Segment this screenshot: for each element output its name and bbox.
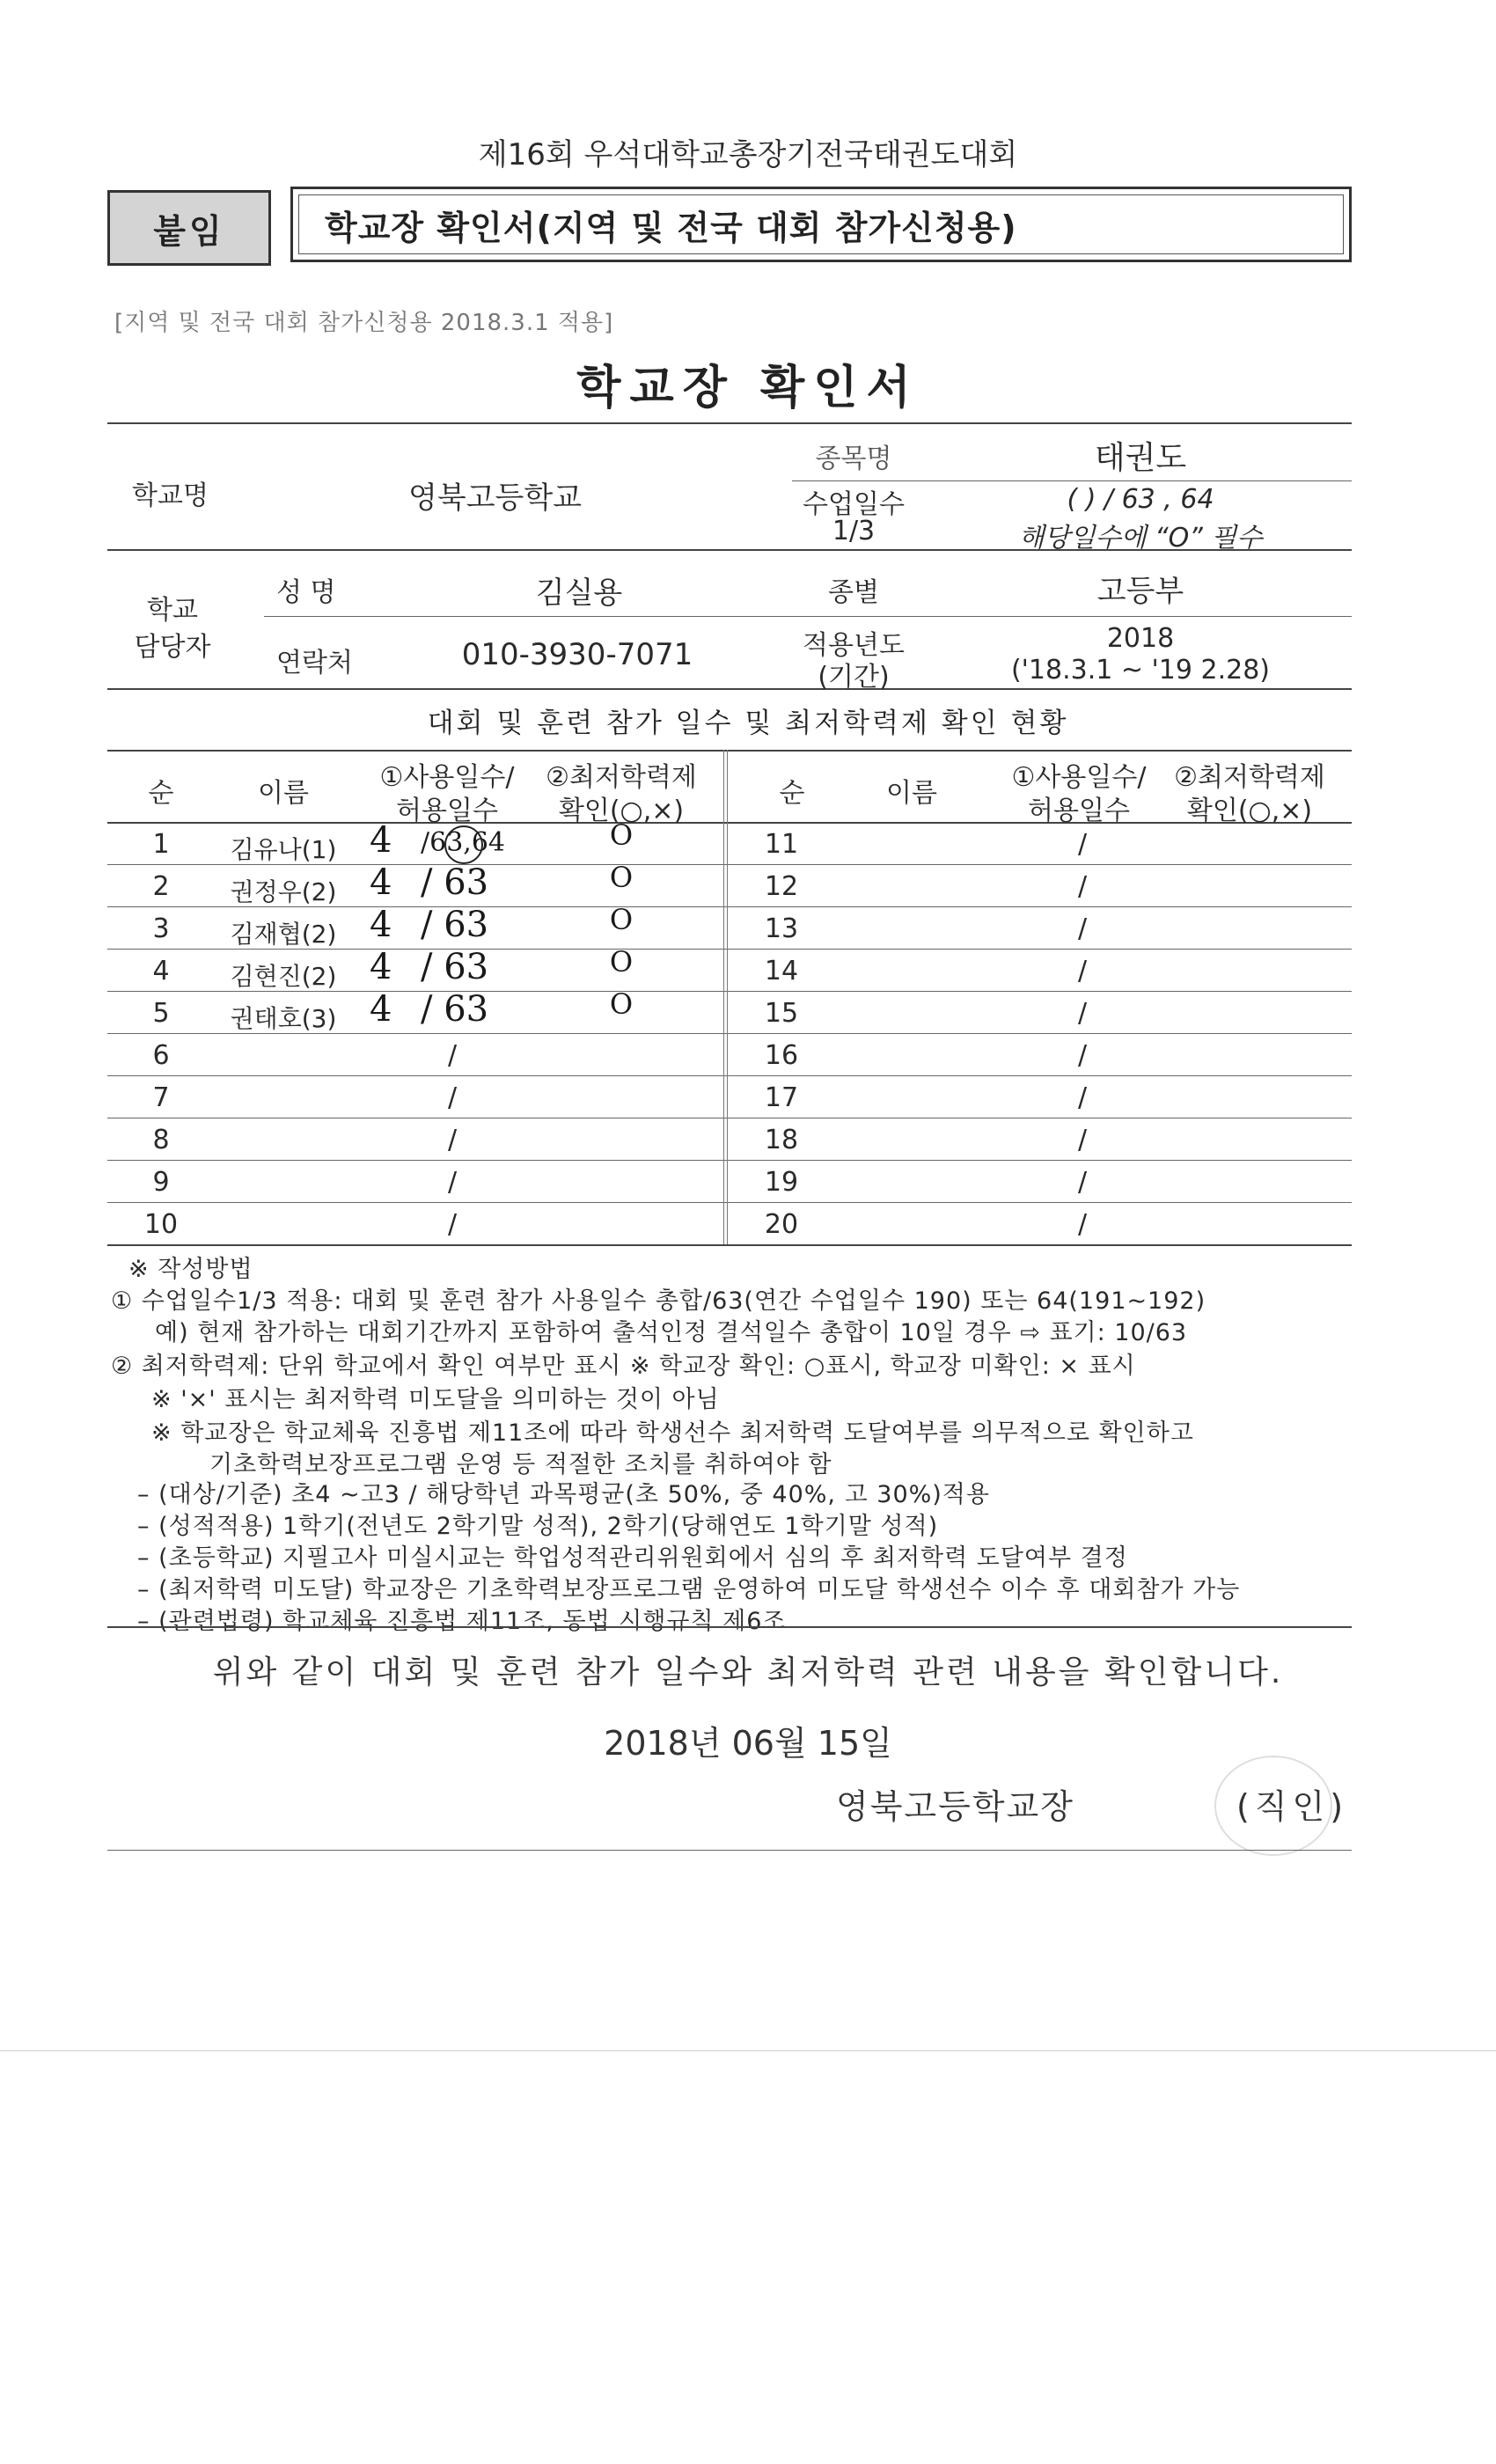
table-bottom-rule (107, 1244, 1352, 1246)
allowed-days: / 63 (421, 989, 489, 1030)
row-number-right: 14 (764, 956, 799, 986)
signature-rule (107, 1850, 1352, 1851)
min-achievement-check: O (609, 861, 634, 894)
note-1a: ① 수업일수1/3 적용: 대회 및 훈련 참가 사용일수 총합/63(연간 수업일수 190) 또는 64(191~192) (111, 1287, 1206, 1315)
min-achievement-check: O (609, 945, 634, 979)
form-reference: [지역 및 전국 대회 참가신청용 2018.3.1 적용] (114, 310, 614, 336)
allowed-days: / 63 (421, 947, 489, 987)
school-value: 영북고등학교 (408, 480, 583, 516)
header-name-right: 이름 (886, 778, 937, 809)
year-period-label: (기간) (818, 662, 890, 693)
row-number: 4 (152, 956, 170, 986)
header-days2-right: 허용일수 (1028, 796, 1130, 826)
seal-label: (직인) (1236, 1787, 1349, 1826)
header-name-left: 이름 (258, 778, 309, 809)
used-days: 4 (370, 947, 392, 987)
used-days: 4 (370, 862, 392, 903)
allowed-days: / 63 (421, 905, 489, 945)
header-no-right: 순 (779, 778, 805, 809)
info-rule-sport (792, 480, 1352, 481)
header-min2-left: 확인(○,×) (558, 796, 685, 826)
contact-value: 010-3930-7071 (461, 637, 693, 672)
allowed-days-slash-right: / (1077, 1209, 1088, 1240)
row-number: 5 (152, 998, 170, 1029)
allowed-days-slash-right: / (1077, 913, 1088, 944)
athlete-name: 김유나(1) (230, 835, 337, 864)
row-number-right: 16 (764, 1040, 799, 1071)
circle-mark-icon (444, 825, 483, 864)
info-bottom-rule (107, 688, 1352, 690)
days-value: ( ) / 63 , 64 (1067, 484, 1214, 515)
table-header-rule (107, 822, 1352, 824)
category-value: 고등부 (1096, 574, 1184, 609)
row-number-right: 12 (764, 871, 799, 902)
sport-value: 태권도 (1094, 440, 1187, 476)
name-value: 김실용 (535, 576, 623, 611)
form-title-text: 학교장 확인서(지역 및 전국 대회 참가신청용) (325, 208, 1017, 247)
notes-heading: ※ 작성방법 (128, 1256, 253, 1283)
table-title: 대회 및 훈련 참가 일수 및 최저학력제 확인 현황 (427, 708, 1069, 739)
allowed-days-slash-right: / (1077, 1167, 1088, 1198)
min-achievement-check: O (609, 903, 634, 936)
confirmation-text: 위와 같이 대회 및 훈련 참가 일수와 최저학력 관련 내용을 확인합니다. (212, 1654, 1284, 1690)
table-row-rule (107, 1075, 1352, 1076)
allowed-days-slash-right: / (1077, 829, 1088, 860)
allowed-days-slash: / (447, 1040, 458, 1071)
detail-target: – (대상/기준) 초4 ~고3 / 해당학년 과목평균(초 50%, 중 40%, 고 30%)적용 (137, 1481, 990, 1508)
allowed-days: /63,64 (421, 827, 505, 858)
athlete-name: 권정우(2) (230, 877, 337, 906)
year-value: 2018 (1106, 623, 1175, 654)
category-label: 종별 (828, 577, 879, 608)
allowed-days-slash-right: / (1077, 956, 1088, 986)
row-number: 9 (152, 1167, 170, 1198)
days-label: 수업일수 (803, 489, 905, 520)
row-number: 3 (152, 913, 170, 944)
signer: 영북고등학교장 (836, 1787, 1074, 1826)
notes-bottom-rule (107, 1626, 1352, 1628)
row-number: 1 (152, 829, 170, 860)
row-number: 6 (152, 1040, 170, 1071)
attachment-label: 붙임 (107, 190, 271, 266)
athlete-name: 권태호(3) (230, 1004, 337, 1033)
row-number-right: 19 (764, 1167, 799, 1198)
school-label: 학교명 (132, 480, 209, 511)
header-min-left: ②최저학력제 (546, 762, 697, 793)
note-4b: 기초학력보장프로그램 운영 등 적절한 조치를 취하여야 함 (209, 1451, 832, 1478)
row-number-right: 15 (764, 998, 799, 1029)
header-days2-left: 허용일수 (396, 796, 498, 826)
detail-grades: – (성적적용) 1학기(전년도 2학기말 성적), 2학기(당해연도 1학기말 성적) (137, 1513, 939, 1540)
header-days-right: ①사용일수/ (1011, 762, 1147, 793)
row-number: 7 (152, 1082, 170, 1113)
note-4a: ※ 학교장은 학교체육 진흥법 제11조에 따라 학생선수 최저학력 도달여부를 의무적으로 확인하고 (151, 1419, 1194, 1447)
allowed-days-slash-right: / (1077, 1040, 1088, 1071)
info-rule-person (264, 616, 1352, 617)
row-number-right: 13 (764, 913, 799, 944)
row-number: 8 (152, 1125, 170, 1155)
allowed-days-slash: / (447, 1167, 458, 1198)
min-achievement-check: O (609, 818, 634, 852)
athlete-name: 김재협(2) (230, 920, 337, 949)
table-row-rule (107, 1160, 1352, 1161)
allowed-days: / 63 (421, 862, 489, 903)
row-number-right: 17 (764, 1082, 799, 1113)
note-3: ※ '×' 표시는 최저학력 미도달을 의미하는 것이 아님 (151, 1386, 720, 1413)
scan-page-edge (0, 2050, 1496, 2051)
name-label: 성 명 (276, 577, 336, 608)
issue-date: 2018년 06월 15일 (604, 1724, 892, 1763)
allowed-days-slash-right: / (1077, 1082, 1088, 1113)
allowed-days-slash-right: / (1077, 1125, 1088, 1155)
detail-elementary: – (초등학교) 지필고사 미실시교는 학업성적관리위원회에서 심의 후 최저학력 도달여부 결정 (137, 1544, 1128, 1572)
info-top-rule (107, 422, 1352, 424)
row-number-right: 20 (764, 1209, 799, 1240)
allowed-days-slash: / (447, 1209, 458, 1240)
row-number: 2 (152, 871, 170, 902)
days-fraction-label: 1/3 (832, 516, 876, 546)
event-title: 제16회 우석대학교총장기전국태권도대회 (478, 137, 1018, 172)
document-heading: 학교장 확인서 (576, 362, 920, 414)
allowed-days-slash-right: / (1077, 998, 1088, 1029)
table-top-rule (107, 750, 1352, 752)
detail-law: – (관련법령) 학교체육 진흥법 제11조, 동법 시행규칙 제6조 (137, 1608, 787, 1635)
allowed-days-slash: / (447, 1082, 458, 1113)
table-center-divider (723, 750, 724, 1244)
used-days: 4 (370, 820, 392, 861)
min-achievement-check: O (609, 987, 634, 1021)
sport-label: 종목명 (815, 444, 892, 474)
table-row-rule (107, 1202, 1352, 1203)
note-2: ② 최저학력제: 단위 학교에서 확인 여부만 표시 ※ 학교장 확인: ○표시, 학교장 미확인: × 표시 (111, 1353, 1136, 1380)
period-value: ('18.3.1 ~ '19 2.28) (1010, 655, 1271, 686)
detail-unmet: – (최저학력 미도달) 학교장은 기초학력보장프로그램 운영하여 미도달 학생선수 이수 후 대회참가 가능 (137, 1576, 1241, 1603)
allowed-days-slash-right: / (1077, 871, 1088, 902)
athlete-name: 김현진(2) (230, 962, 337, 991)
year-label: 적용년도 (803, 630, 905, 661)
header-min2-right: 확인(○,×) (1186, 796, 1313, 826)
days-note: 해당일수에 “O” 필수 (1018, 523, 1263, 554)
header-min-right: ②최저학력제 (1174, 762, 1325, 793)
row-number: 10 (143, 1209, 179, 1240)
row-number-right: 11 (764, 829, 799, 860)
header-no-left: 순 (148, 778, 174, 809)
person-label-manager: 담당자 (134, 632, 211, 663)
form-title (290, 187, 1352, 262)
person-label-school: 학교 (147, 595, 198, 626)
contact-label: 연락처 (276, 648, 353, 678)
allowed-days-slash: / (447, 1125, 458, 1155)
used-days: 4 (370, 989, 392, 1030)
row-number-right: 18 (764, 1125, 799, 1155)
table-center-divider-2 (727, 750, 728, 1244)
header-days-left: ①사용일수/ (379, 762, 515, 793)
used-days: 4 (370, 905, 392, 945)
note-1b: 예) 현재 참가하는 대회기간까지 포함하여 출석인정 결석일수 총합이 10일 경우 ⇨ 표기: 10/63 (155, 1319, 1188, 1346)
